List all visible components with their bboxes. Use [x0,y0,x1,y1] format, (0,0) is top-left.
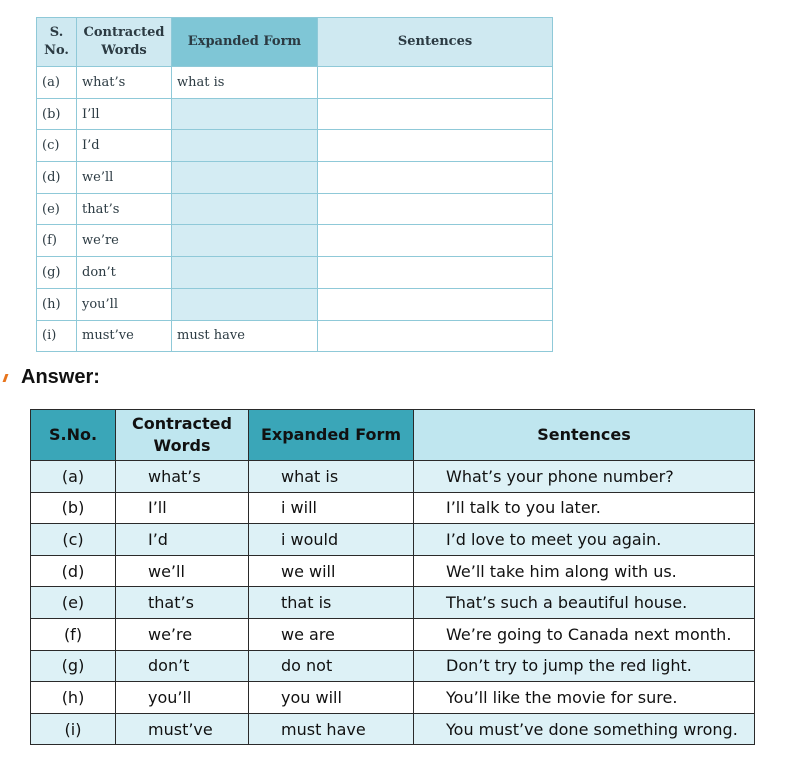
cell-sentence: You must’ve done something wrong. [414,713,755,745]
cell-sentence [318,130,553,162]
table-row [31,524,755,556]
cell-sno: (e) [31,587,116,619]
table-row [31,587,755,619]
cell-sentence: We’ll take him along with us. [414,555,755,587]
cell-expanded [172,162,318,194]
cell-sentence: That’s such a beautiful house. [414,587,755,619]
cell-expanded: do not [249,650,414,682]
cell-word: don’t [77,257,172,289]
header-sentences: Sentences [414,410,755,461]
header-sno: S.No. [31,410,116,461]
cell-word: we’ll [116,555,249,587]
header-expanded: Expanded Form [249,410,414,461]
header-sentences: Sentences [318,18,553,67]
cell-sentence [318,67,553,99]
cell-sno: (i) [37,320,77,352]
cell-word: don’t [116,650,249,682]
cell-sentence: You’ll like the movie for sure. [414,682,755,714]
table-row [37,130,553,162]
question-table-header [37,18,553,67]
cell-word: you’ll [116,682,249,714]
cell-sno: (b) [37,98,77,130]
header-expanded: Expanded Form [172,18,318,67]
header-contracted: Contracted Words [116,410,249,461]
cell-word: that’s [116,587,249,619]
cell-sno: (d) [31,555,116,587]
cell-sno: (f) [31,618,116,650]
cell-sentence [318,98,553,130]
answer-heading: Answer: [21,366,100,388]
cell-sentence [318,162,553,194]
cell-word: must’ve [116,713,249,745]
table-row [31,713,755,745]
cell-expanded: you will [249,682,414,714]
cell-sentence: Don’t try to jump the red light. [414,650,755,682]
table-row [37,257,553,289]
cell-word: we’re [116,618,249,650]
cell-expanded: i will [249,492,414,524]
cell-expanded [172,225,318,257]
table-row [37,320,553,352]
cell-sno: (g) [37,257,77,289]
cell-sentence [318,288,553,320]
header-contracted: Contracted Words [77,18,172,67]
cell-word: I’d [77,130,172,162]
cell-word: we’ll [77,162,172,194]
cell-expanded: we are [249,618,414,650]
table-row [37,225,553,257]
answer-table [30,409,755,745]
cell-sentence: I’ll talk to you later. [414,492,755,524]
table-row [31,618,755,650]
table-row [31,682,755,714]
cell-sentence [318,257,553,289]
cell-sentence: We’re going to Canada next month. [414,618,755,650]
cell-word: I’d [116,524,249,556]
cell-expanded [172,257,318,289]
cell-expanded [172,130,318,162]
cell-expanded: must have [249,713,414,745]
cell-sno: (c) [37,130,77,162]
table-row [31,650,755,682]
table-row [37,98,553,130]
cell-sentence: I’d love to meet you again. [414,524,755,556]
cell-expanded [172,98,318,130]
cell-sentence: What’s your phone number? [414,461,755,493]
cell-word: must’ve [77,320,172,352]
cell-sno: (e) [37,193,77,225]
cell-sno: (a) [31,461,116,493]
header-sno: S. No. [37,18,77,67]
cell-sno: (a) [37,67,77,99]
table-row [37,162,553,194]
cell-sno: (h) [37,288,77,320]
cell-word: we’re [77,225,172,257]
table-row [37,193,553,225]
cell-sno: (b) [31,492,116,524]
cell-word: what’s [116,461,249,493]
table-row [37,288,553,320]
question-table [36,17,553,352]
cell-word: what’s [77,67,172,99]
cell-sno: (i) [31,713,116,745]
cell-word: I’ll [77,98,172,130]
answer-table-header [31,410,755,461]
answer-marker-icon [3,374,9,382]
table-row [31,461,755,493]
cell-expanded: that is [249,587,414,619]
table-row [31,555,755,587]
cell-word: I’ll [116,492,249,524]
cell-sno: (c) [31,524,116,556]
cell-expanded [172,193,318,225]
cell-sentence [318,320,553,352]
cell-word: that’s [77,193,172,225]
cell-expanded: what is [172,67,318,99]
cell-sno: (d) [37,162,77,194]
table-row [31,492,755,524]
cell-sno: (f) [37,225,77,257]
cell-sno: (g) [31,650,116,682]
cell-expanded: we will [249,555,414,587]
cell-word: you’ll [77,288,172,320]
cell-expanded [172,288,318,320]
cell-sno: (h) [31,682,116,714]
cell-expanded: what is [249,461,414,493]
cell-sentence [318,225,553,257]
table-row [37,67,553,99]
cell-expanded: i would [249,524,414,556]
cell-expanded: must have [172,320,318,352]
cell-sentence [318,193,553,225]
